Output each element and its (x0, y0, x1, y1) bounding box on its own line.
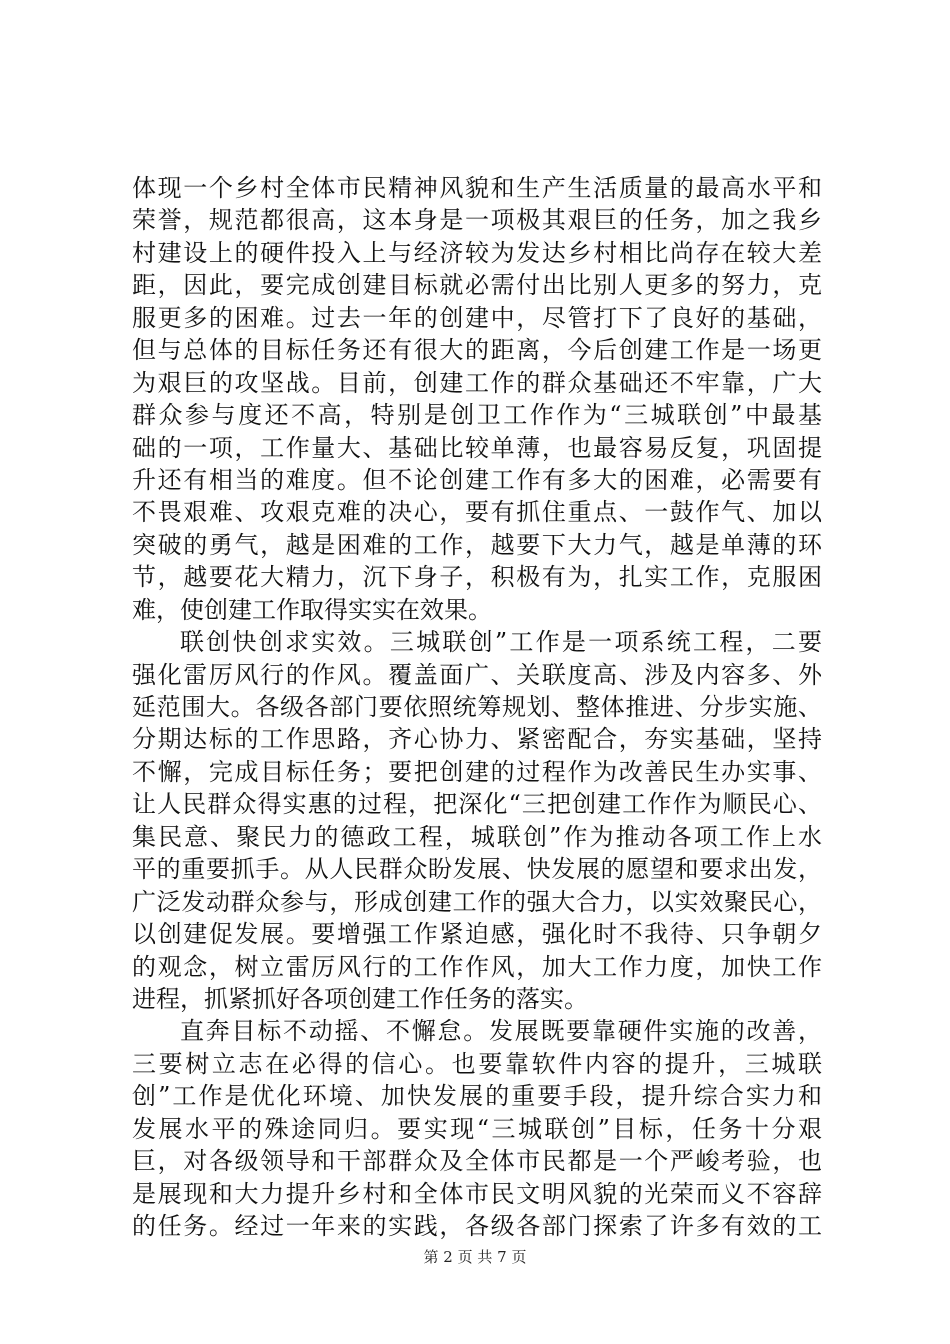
text-line: 的观念，树立雷厉风行的工作作风，加大工作力度，加快工作 (132, 952, 822, 981)
text-line: 群众参与度还不高，特别是创卫工作作为“三城联创”中最基 (132, 401, 822, 430)
text-line: 荣誉，规范都很高，这本身是一项极其艰巨的任务，加之我乡 (132, 206, 822, 235)
text-line: 以创建促发展。要增强工作紧迫感，强化时不我待、只争朝夕 (132, 920, 822, 949)
text-line: 服更多的困难。过去一年的创建中，尽管打下了良好的基础， (132, 303, 822, 332)
text-line: 平的重要抓手。从人民群众盼发展、快发展的愿望和要求出发， (132, 855, 822, 884)
text-line: 难，使创建工作取得实实在效果。 (132, 595, 492, 624)
text-line: 升还有相当的难度。但不论创建工作有多大的困难，必需要有 (132, 465, 822, 494)
text-line: 村建设上的硬件投入上与经济较为发达乡村相比尚存在较大差 (132, 238, 822, 267)
text-line: 不懈，完成目标任务；要把创建的过程作为改善民生办实事、 (132, 757, 822, 786)
text-line: 突破的勇气，越是困难的工作，越要下大力气，越是单薄的环 (132, 530, 822, 559)
text-line: 联创快创求实效。三城联创”工作是一项系统工程，二要 (180, 628, 822, 657)
text-line: 强化雷厉风行的作风。覆盖面广、关联度高、涉及内容多、外 (132, 660, 822, 689)
text-line: 广泛发动群众参与，形成创建工作的强大合力，以实效聚民心， (132, 887, 822, 916)
text-line: 是展现和大力提升乡村和全体市民文明风貌的光荣而义不容辞 (132, 1179, 822, 1208)
text-line: 进程，抓紧抓好各项创建工作任务的落实。 (132, 984, 588, 1013)
text-line: 为艰巨的攻坚战。目前，创建工作的群众基础还不牢靠，广大 (132, 368, 822, 397)
text-line: 但与总体的目标任务还有很大的距离，今后创建工作是一场更 (132, 336, 822, 365)
document-body (132, 172, 822, 1242)
text-line: 节，越要花大精力，沉下身子，积极有为，扎实工作，克服困 (132, 563, 822, 592)
text-line: 分期达标的工作思路，齐心协力、紧密配合，夯实基础，坚持 (132, 725, 822, 754)
text-line: 三要树立志在必得的信心。也要靠软件内容的提升，三城联 (132, 1049, 822, 1078)
text-line: 础的一项，工作量大、基础比较单薄，也最容易反复，巩固提 (132, 433, 822, 462)
text-line: 直奔目标不动摇、不懈怠。发展既要靠硬件实施的改善， (180, 1017, 822, 1046)
text-line: 巨，对各级领导和干部群众及全体市民都是一个严峻考验，也 (132, 1147, 822, 1176)
text-line: 延范围大。各级各部门要依照统筹规划、整体推进、分步实施、 (132, 693, 822, 721)
text-line: 发展水平的殊途同归。要实现“三城联创”目标，任务十分艰 (132, 1114, 822, 1143)
text-line: 体现一个乡村全体市民精神风貌和生产生活质量的最高水平和 (132, 174, 822, 202)
page-footer: 第 2 页 共 7 页 (423, 1248, 527, 1266)
text-line: 距，因此，要完成创建目标就必需付出比别人更多的努力，克 (132, 271, 822, 300)
text-line: 集民意、聚民力的德政工程，城联创”作为推动各项工作上水 (132, 822, 822, 851)
text-line: 的任务。经过一年来的实践，各级各部门探索了许多有效的工 (132, 1212, 822, 1240)
text-line: 创”工作是优化环境、加快发展的重要手段，提升综合实力和 (132, 1082, 822, 1111)
text-line: 不畏艰难、攻艰克难的决心，要有抓住重点、一鼓作气、加以 (132, 498, 822, 527)
text-line: 让人民群众得实惠的过程，把深化“三把创建工作作为顺民心、 (132, 790, 822, 819)
